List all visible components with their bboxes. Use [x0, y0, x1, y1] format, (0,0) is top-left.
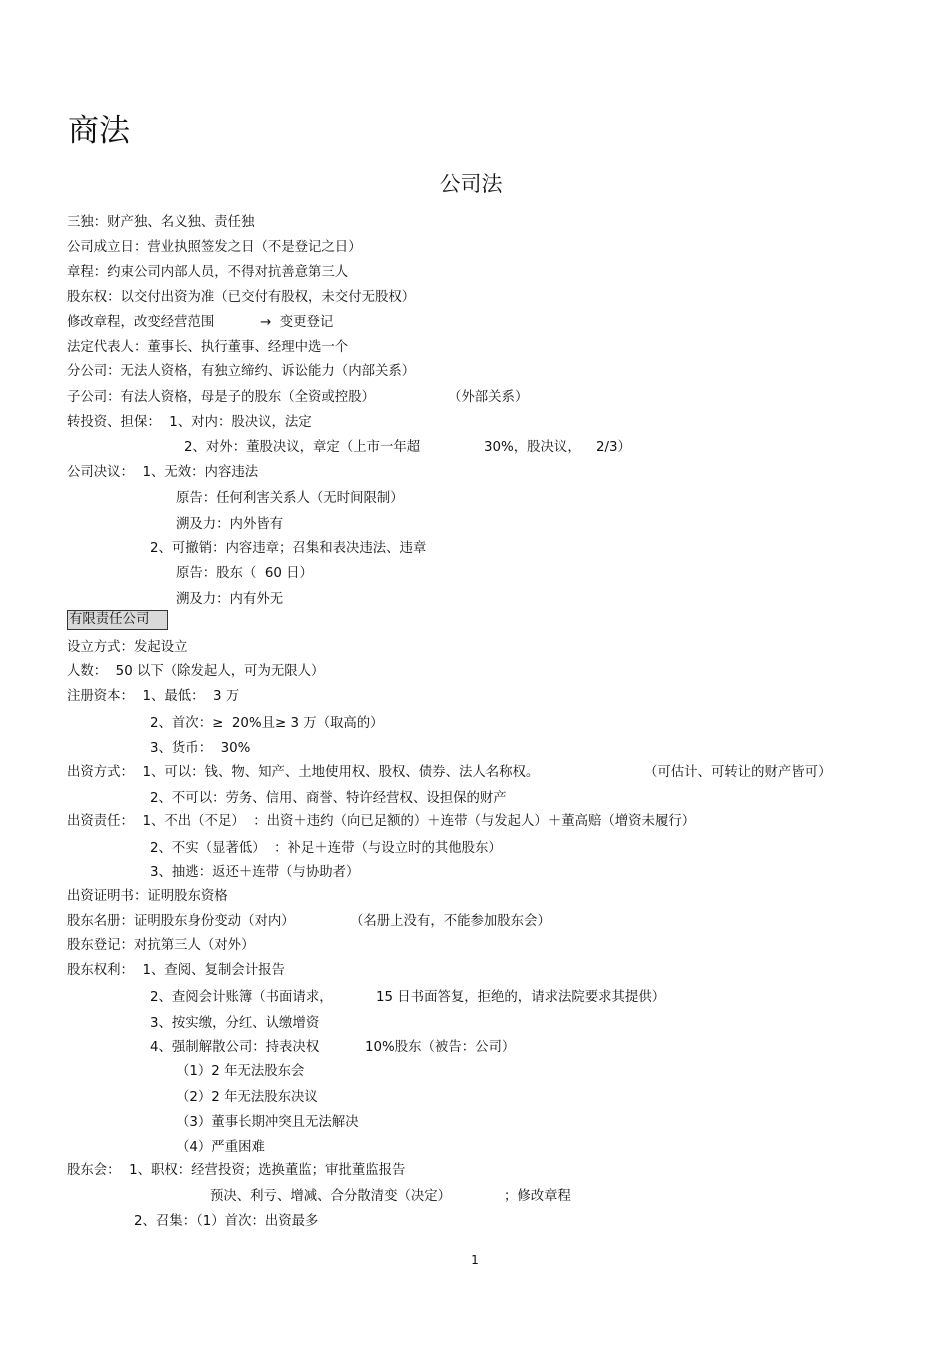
text-line: 30%，股决议，	[484, 440, 581, 455]
text-line: 公司决议： 1、无效：内容违法	[67, 465, 259, 480]
text-line: （1）2 年无法股东会	[176, 1064, 305, 1079]
text-line: （4）严重困难	[176, 1140, 265, 1155]
page-number	[0, 1252, 950, 1268]
text-line: 2/3）	[596, 440, 631, 455]
section-title-text: 公司法	[439, 172, 503, 196]
text-line: 分公司：无法人资格，有独立缔约、诉讼能力（内部关系）	[67, 364, 416, 379]
text-line: （2）2 年无法股东决议	[176, 1090, 318, 1105]
text-line: （名册上没有，不能参加股东会）	[350, 914, 551, 929]
text-line: 修改章程，改变经营范围	[67, 315, 215, 330]
text-line: 出资方式： 1、可以：钱、物、知产、土地使用权、股权、债券、法人名称权。	[67, 765, 540, 780]
text-line: 三独：财产独、名义独、责任独	[67, 215, 255, 230]
text-line: 2、首次：≥ 20%且≥ 3 万（取高的）	[150, 716, 384, 731]
text-line: （外部关系）	[448, 390, 529, 405]
text-line: 子公司：有法人资格，母是子的股东（全资或控股）	[67, 390, 375, 405]
text-line: 3、按实缴，分红、认缴增资	[150, 1016, 320, 1031]
text-line: 溯及力：内外皆有	[176, 517, 284, 532]
text-line: 人数： 50 以下（除发起人，可为无限人）	[67, 664, 325, 679]
text-line: 章程：约束公司内部人员，不得对抗善意第三人	[67, 265, 349, 280]
text-line: 法定代表人：董事长、执行董事、经理中选一个	[67, 340, 349, 355]
section-title	[0, 170, 950, 198]
text-line: 股东名册：证明股东身份变动（对内）	[67, 914, 295, 929]
text-line: 预决、利亏、增减、合分散清变（决定）	[210, 1189, 452, 1204]
text-line: 溯及力：内有外无	[176, 592, 284, 607]
text-line: 4、强制解散公司：持表决权	[150, 1040, 320, 1055]
text-line: ；修改章程	[504, 1189, 571, 1204]
text-line: 原告：股东（ 60 日）	[176, 566, 313, 581]
text-line: 注册资本： 1、最低： 3 万	[67, 689, 240, 704]
section-heading-limited-company: 有限责任公司	[67, 610, 168, 630]
text-line: 10%股东（被告：公司）	[365, 1040, 516, 1055]
text-line: 股东会： 1、职权：经营投资；选换董监；审批董监报告	[67, 1163, 406, 1178]
text-line: 转投资、担保： 1、对内：股决议，法定	[67, 415, 312, 430]
text-line: 15 日书面答复，拒绝的，请求法院要求其提供）	[376, 990, 666, 1005]
text-line: 2、不可以：劳务、信用、商誉、特许经营权、设担保的财产	[150, 791, 507, 806]
text-line: 2、查阅会计账簿（书面请求，	[150, 990, 333, 1005]
page-title: 商法	[68, 113, 130, 149]
text-line: 设立方式：发起设立	[67, 640, 188, 655]
text-line: 股东权利： 1、查阅、复制会计报告	[67, 963, 285, 978]
text-line: → 变更登记	[260, 315, 334, 330]
text-line: 公司成立日：营业执照签发之日（不是登记之日）	[67, 240, 362, 255]
text-line: 股东权：以交付出资为准（已交付有股权，未交付无股权）	[67, 290, 416, 305]
page-number-text: 1	[471, 1253, 479, 1267]
text-line: 出资证明书：证明股东资格	[67, 889, 228, 904]
text-line: 3、抽逃：返还＋连带（与协助者）	[150, 865, 360, 880]
text-line: （可估计、可转让的财产皆可）	[644, 765, 832, 780]
text-line: 2、不实（显著低） ：补足＋连带（与设立时的其他股东）	[150, 841, 502, 856]
text-line: 2、召集：（1）首次：出资最多	[134, 1214, 319, 1229]
text-line: 2、可撤销：内容违章；召集和表决违法、违章	[150, 541, 427, 556]
text-line: （3）董事长期冲突且无法解决	[176, 1115, 359, 1130]
text-line: 2、对外：董股决议，章定（上市一年超	[184, 440, 421, 455]
text-line: 3、货币： 30%	[150, 741, 251, 756]
text-line: 股东登记：对抗第三人（对外）	[67, 938, 255, 953]
text-line: 原告：任何利害关系人（无时间限制）	[176, 491, 404, 506]
text-line: 出资责任： 1、不出（不足） ：出资＋违约（向已足额的）＋连带（与发起人）＋董高赔（增资未履行）	[67, 814, 696, 829]
